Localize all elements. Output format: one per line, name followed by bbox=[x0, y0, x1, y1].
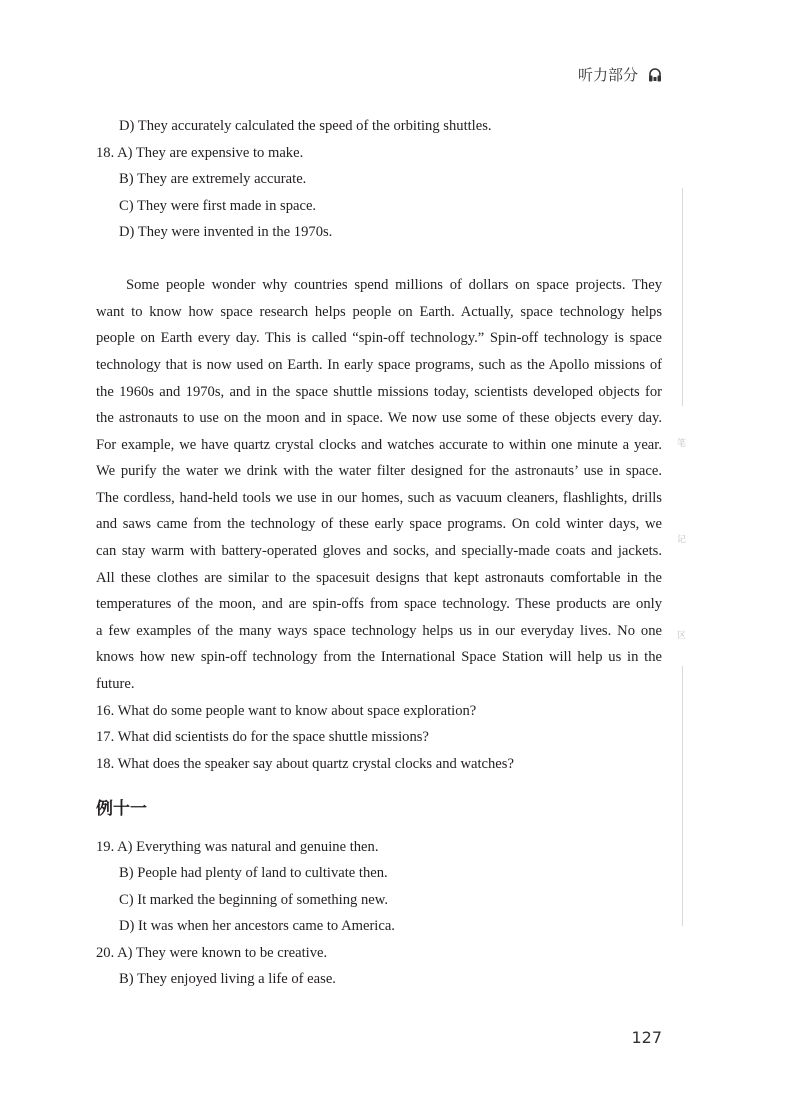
transcript-line: Some people wonder why countries spend millions of dollars on space projects. They bbox=[126, 277, 662, 293]
transcript-line: want to know how space research helps people on Earth. Actually, space technology helps bbox=[96, 304, 662, 320]
transcript-line: For example, we have quartz crystal clocks and watches accurate to within one minute a year. bbox=[96, 437, 662, 453]
example-heading: 例十一 bbox=[96, 799, 147, 819]
section-title-header: 听力部分 bbox=[577, 66, 638, 84]
note-area-char: 区 bbox=[677, 631, 687, 641]
transcript-line: can stay warm with battery-operated gloves and socks, and specially-made coats and jackets. bbox=[96, 543, 662, 559]
transcript-line: people on Earth every day. This is called “spin-off technology.” Spin-off technology is space bbox=[96, 330, 662, 346]
question-16: 16. What do some people want to know about space exploration? bbox=[96, 703, 477, 719]
transcript-line: temperatures of the moon, and are spin-offs from space technology. These products are only bbox=[96, 596, 662, 612]
option-q17-d: D) They accurately calculated the speed of the orbiting shuttles. bbox=[119, 118, 492, 134]
option-q18-b: B) They are extremely accurate. bbox=[119, 171, 307, 187]
transcript-line: the 1960s and 1970s, and in the space shuttle missions today, scientists developed objects for bbox=[96, 384, 662, 400]
question-17: 17. What did scientists do for the space shuttle missions? bbox=[96, 729, 429, 745]
note-area-rule bbox=[682, 188, 683, 406]
option-q19-c: C) It marked the beginning of something new. bbox=[119, 892, 388, 908]
note-area-char: 笔 bbox=[677, 439, 687, 449]
transcript-line: the astronauts to use on the moon and in space. We now use some of these objects every day. bbox=[96, 410, 662, 426]
option-q18-c: C) They were first made in space. bbox=[119, 198, 317, 214]
transcript-line: future. bbox=[96, 676, 135, 692]
note-area-rule bbox=[682, 666, 683, 926]
transcript-line: and saws came from the technology of these early space programs. On cold winter days, we bbox=[96, 516, 662, 532]
option-q19-a: 19. A) Everything was natural and genuine then. bbox=[96, 839, 379, 855]
question-18: 18. What does the speaker say about quartz crystal clocks and watches? bbox=[96, 756, 514, 772]
transcript-line: We purify the water we drink with the water filter designed for the astronauts’ use in space. bbox=[96, 463, 662, 479]
transcript-line: a few examples of the many ways space technology helps us in our everyday lives. No one bbox=[96, 623, 662, 639]
transcript-line: technology that is now used on Earth. In early space programs, such as the Apollo missions of bbox=[96, 357, 662, 373]
option-q20-a: 20. A) They were known to be creative. bbox=[96, 945, 328, 961]
headphones-icon bbox=[648, 67, 662, 83]
option-q18-a: 18. A) They are expensive to make. bbox=[96, 145, 304, 161]
option-q18-d: D) They were invented in the 1970s. bbox=[119, 224, 333, 240]
transcript-line: All these clothes are similar to the spacesuit designs that kept astronauts comfortable in the bbox=[96, 570, 662, 586]
option-q20-b: B) They enjoyed living a life of ease. bbox=[119, 971, 336, 987]
page-number: 127 bbox=[631, 1028, 662, 1047]
transcript-line: knows how new spin-off technology from the International Space Station will help us in the bbox=[96, 649, 662, 665]
note-area-char: 记 bbox=[677, 535, 687, 545]
option-q19-d: D) It was when her ancestors came to America. bbox=[119, 918, 395, 934]
transcript-line: The cordless, hand-held tools we use in our homes, such as vacuum cleaners, flashlights, drills bbox=[96, 490, 662, 506]
page-header bbox=[578, 64, 662, 85]
option-q19-b: B) People had plenty of land to cultivate then. bbox=[119, 865, 388, 881]
